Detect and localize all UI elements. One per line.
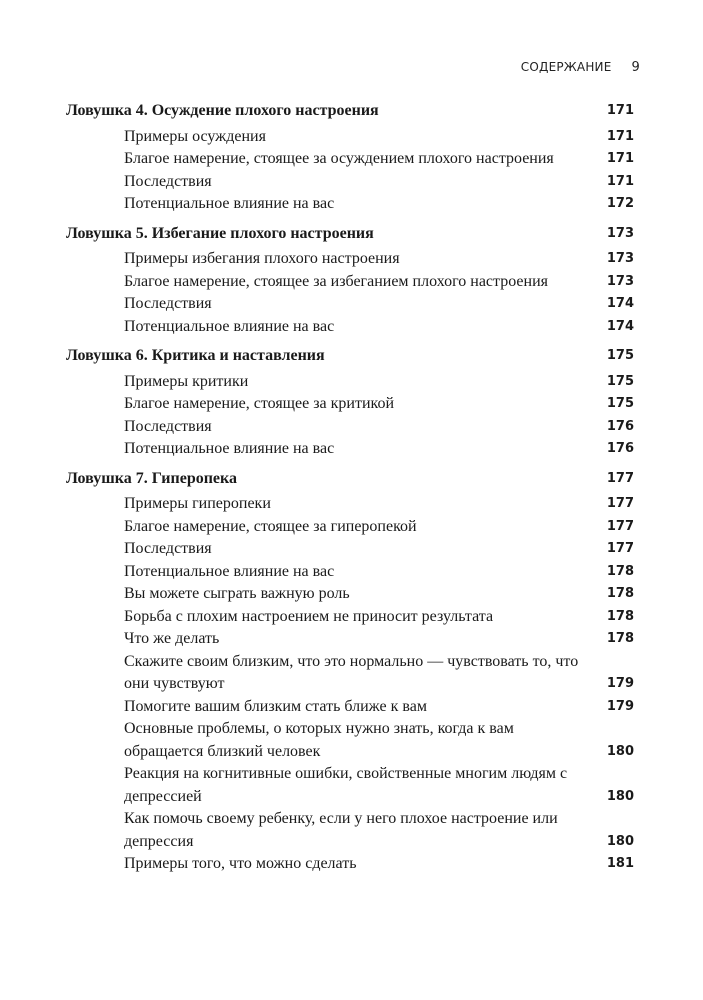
toc-entry[interactable]	[66, 126, 634, 149]
toc-entry-title: Что же делать	[124, 630, 220, 647]
toc-section	[66, 345, 634, 461]
toc-entry-title: Примеры избегания плохого настроения	[124, 250, 400, 267]
toc-entry-page: 171	[606, 128, 634, 144]
toc-heading-title: Ловушка 6. Критика и наставления	[66, 347, 325, 364]
toc-entry-title: Примеры осуждения	[124, 127, 266, 145]
toc-entry-page: 180	[606, 788, 634, 804]
toc-entry-page: 174	[606, 296, 634, 311]
toc-entry-page: 176	[606, 441, 634, 456]
toc-entry-page: 180	[606, 743, 634, 759]
toc-entry-page: 174	[606, 318, 634, 334]
toc-section	[66, 223, 634, 339]
toc-entry-page: 171	[606, 151, 634, 166]
toc-entry-page: 175	[606, 373, 634, 389]
toc-entry[interactable]	[66, 718, 634, 763]
toc-entry[interactable]	[66, 371, 634, 394]
toc-entry[interactable]	[66, 853, 634, 876]
toc-entry[interactable]	[66, 561, 634, 584]
toc-entry[interactable]	[66, 763, 634, 808]
toc-entry[interactable]	[66, 583, 634, 606]
toc-heading-page: 177	[606, 470, 634, 486]
toc-entry[interactable]	[66, 248, 634, 271]
toc-entry[interactable]	[66, 808, 634, 853]
toc-entry[interactable]	[66, 271, 634, 294]
toc-entry[interactable]	[66, 416, 634, 439]
toc-entry-title: Благое намерение, стоящее за критикой	[124, 395, 395, 412]
toc-entry-page: 176	[606, 418, 634, 434]
toc-entry-page: 177	[606, 541, 634, 556]
running-head	[521, 60, 640, 75]
toc-entry-page: 172	[606, 196, 634, 211]
toc-heading-entry[interactable]	[66, 468, 634, 491]
toc-entry[interactable]	[66, 606, 634, 629]
toc-entry-page: 181	[606, 856, 634, 871]
toc-entry-title: Примеры того, что можно сделать	[124, 855, 357, 872]
toc-entry[interactable]	[66, 538, 634, 561]
toc-entry-title: Потенциальное влияние на вас	[124, 195, 335, 212]
toc-entry-page: 171	[606, 173, 634, 189]
toc-entry[interactable]	[66, 438, 634, 461]
toc-entry-page: 177	[606, 496, 634, 511]
table-of-contents	[66, 100, 634, 883]
toc-entry-page: 178	[606, 586, 634, 601]
toc-entry-title: Потенциальное влияние на вас	[124, 440, 335, 457]
toc-entry[interactable]	[66, 493, 634, 516]
toc-entry-title: Примеры критики	[124, 372, 249, 390]
toc-entry-page: 173	[606, 251, 634, 266]
toc-entry-title: Благое намерение, стоящее за гиперопекой	[124, 517, 417, 535]
toc-entry-page: 179	[606, 698, 634, 714]
toc-entry-title: Основные проблемы, о которых нужно знать, когда к вам обращается близкий человек	[124, 720, 514, 760]
running-head-section-label: СОДЕРЖАНИЕ	[520, 60, 612, 74]
toc-entry-title: Благое намерение, стоящее за осуждением плохого настроения	[124, 150, 554, 167]
toc-entry[interactable]	[66, 171, 634, 194]
toc-entry-title: Борьба с плохим настроением не приносит результата	[124, 607, 494, 625]
toc-entry[interactable]	[66, 193, 634, 216]
toc-entry-title: Потенциальное влияние на вас	[124, 317, 335, 335]
toc-entry-title: Последствия	[124, 172, 212, 190]
toc-entry-page: 179	[606, 676, 634, 691]
toc-entry-page: 178	[606, 608, 634, 624]
toc-entry-title: Примеры гиперопеки	[124, 495, 271, 512]
toc-entry[interactable]	[66, 393, 634, 416]
toc-heading-page: 173	[606, 225, 634, 241]
toc-entry-title: Реакция на когнитивные ошибки, свойственные многим людям с депрессией	[124, 765, 568, 805]
toc-entry[interactable]	[66, 696, 634, 719]
toc-entry[interactable]	[66, 316, 634, 339]
toc-entry-title: Последствия	[124, 540, 212, 557]
page-number: 9	[631, 60, 640, 75]
toc-entry-title: Последствия	[124, 417, 212, 435]
toc-entry-page: 178	[606, 631, 634, 646]
toc-entry-title: Вы можете сыграть важную роль	[124, 585, 350, 602]
toc-entry[interactable]	[66, 516, 634, 539]
toc-section	[66, 468, 634, 876]
toc-entry-page: 177	[606, 518, 634, 534]
toc-entry-title: Благое намерение, стоящее за избеганием плохого настроения	[124, 272, 548, 290]
toc-entry[interactable]	[66, 651, 634, 696]
toc-entry-title: Скажите своим близким, что это нормально — чувствовать то, что они чувствуют	[124, 652, 579, 692]
toc-heading-entry[interactable]	[66, 223, 634, 246]
toc-entry[interactable]	[66, 628, 634, 651]
toc-entry-page: 178	[606, 563, 634, 579]
toc-heading-page: 175	[606, 348, 634, 363]
toc-entry-title: Как помочь своему ребенку, если у него плохое настроение или депрессия	[124, 810, 558, 850]
toc-heading-entry[interactable]	[66, 345, 634, 368]
toc-entry-title: Потенциальное влияние на вас	[124, 562, 335, 580]
toc-entry-title: Последствия	[124, 295, 212, 312]
toc-entry[interactable]	[66, 293, 634, 316]
toc-heading-title: Ловушка 4. Осуждение плохого настроения	[66, 102, 379, 119]
toc-entry-page: 180	[606, 833, 634, 849]
toc-entry[interactable]	[66, 148, 634, 171]
toc-heading-page: 171	[606, 103, 634, 118]
toc-heading-title: Ловушка 5. Избегание плохого настроения	[66, 224, 374, 242]
toc-entry-title: Помогите вашим близким стать ближе к вам	[124, 697, 427, 715]
toc-heading-entry[interactable]	[66, 100, 634, 123]
toc-entry-page: 173	[606, 273, 634, 289]
toc-heading-title: Ловушка 7. Гиперопека	[66, 469, 238, 487]
toc-entry-page: 175	[606, 396, 634, 411]
toc-section	[66, 100, 634, 216]
